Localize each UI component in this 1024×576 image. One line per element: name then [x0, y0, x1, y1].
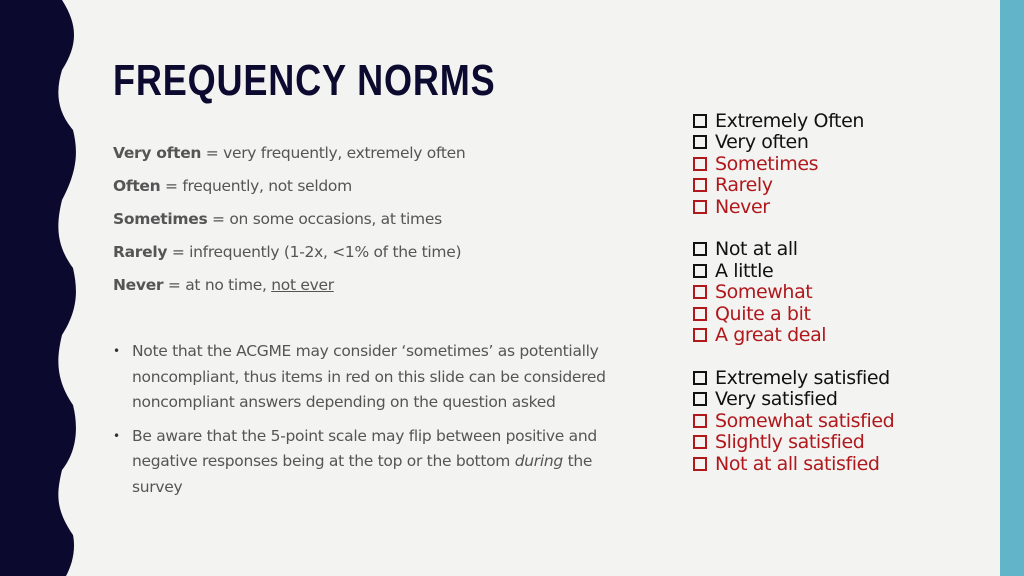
term: Very often: [113, 144, 202, 162]
option-not-at-all[interactable]: Not at all: [693, 239, 894, 261]
option-a-little[interactable]: A little: [693, 260, 894, 282]
wavy-left-band: [0, 0, 80, 576]
definition-rarely: Rarely = infrequently (1-2x, <1% of the time): [113, 243, 462, 261]
option-very-satisfied[interactable]: Very satisfied: [693, 389, 894, 411]
option-extremely-often[interactable]: Extremely Often: [693, 110, 894, 132]
definition-never: Never = at no time, not ever: [113, 276, 334, 294]
right-accent-band: [1000, 0, 1024, 576]
term: Sometimes: [113, 210, 208, 228]
option-sometimes[interactable]: Sometimes: [693, 153, 894, 175]
slide-title: FREQUENCY NORMS: [113, 56, 496, 105]
checkbox-icon[interactable]: [693, 200, 707, 214]
checkbox-icon[interactable]: [693, 371, 707, 385]
meaning-underlined: not ever: [271, 276, 334, 294]
checkbox-icon[interactable]: [693, 285, 707, 299]
checkbox-icon[interactable]: [693, 328, 707, 342]
frequency-scale: [693, 110, 894, 218]
bullet-icon: •: [113, 344, 120, 358]
term: Never: [113, 276, 164, 294]
checkbox-icon[interactable]: [693, 414, 707, 428]
definition-often: Often = frequently, not seldom: [113, 177, 352, 195]
checkbox-icon[interactable]: [693, 435, 707, 449]
option-never[interactable]: Never: [693, 196, 894, 218]
option-quite-a-bit[interactable]: Quite a bit: [693, 303, 894, 325]
checkbox-icon[interactable]: [693, 178, 707, 192]
meaning: frequently, not seldom: [182, 177, 352, 195]
option-very-often[interactable]: Very often: [693, 132, 894, 154]
meaning: infrequently (1-2x, <1% of the time): [189, 243, 462, 261]
checkbox-icon[interactable]: [693, 264, 707, 278]
option-a-great-deal[interactable]: A great deal: [693, 325, 894, 347]
definition-sometimes: Sometimes = on some occasions, at times: [113, 210, 442, 228]
option-not-at-all-satisfied[interactable]: Not at all satisfied: [693, 453, 894, 475]
meaning: at no time,: [185, 276, 272, 294]
term: Often: [113, 177, 161, 195]
note-acgme: • Note that the ACGME may consider ‘sometimes’ as potentially noncompliant, thus items in red on this slide can be considered noncompliant answers depending on the question asked: [113, 339, 633, 416]
option-somewhat[interactable]: Somewhat: [693, 282, 894, 304]
note-scale-flip: • Be aware that the 5-point scale may flip between positive and negative responses being at the top or the bottom during the survey: [113, 424, 633, 501]
definition-very-often: Very often = very frequently, extremely often: [113, 144, 466, 162]
bullet-icon: •: [113, 428, 120, 443]
definitions-list: [113, 142, 465, 307]
checkbox-icon[interactable]: [693, 157, 707, 171]
option-somewhat-satisfied[interactable]: Somewhat satisfied: [693, 410, 894, 432]
notes-list: [113, 339, 633, 508]
checkbox-icon[interactable]: [693, 392, 707, 406]
meaning: on some occasions, at times: [229, 210, 442, 228]
option-rarely[interactable]: Rarely: [693, 175, 894, 197]
checkbox-icon[interactable]: [693, 307, 707, 321]
satisfaction-scale: [693, 367, 894, 475]
checkbox-icon[interactable]: [693, 457, 707, 471]
response-scales: [693, 110, 894, 496]
option-extremely-satisfied[interactable]: Extremely satisfied: [693, 367, 894, 389]
term: Rarely: [113, 243, 168, 261]
checkbox-icon[interactable]: [693, 242, 707, 256]
meaning: very frequently, extremely often: [223, 144, 466, 162]
option-slightly-satisfied[interactable]: Slightly satisfied: [693, 432, 894, 454]
checkbox-icon[interactable]: [693, 135, 707, 149]
degree-scale: [693, 239, 894, 347]
checkbox-icon[interactable]: [693, 114, 707, 128]
